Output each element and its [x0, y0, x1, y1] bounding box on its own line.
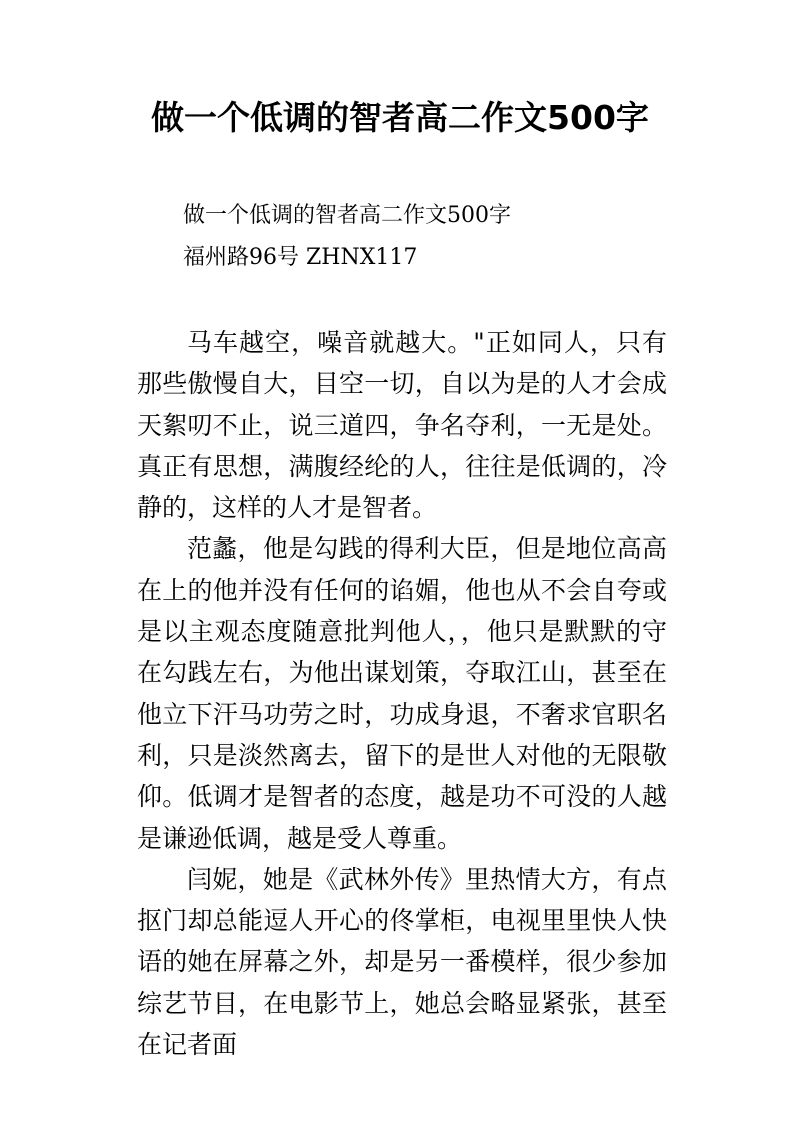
document-subtitle: 做一个低调的智者高二作文500字 [183, 203, 511, 228]
document-source: 福州路96号 ZHNX117 [183, 245, 418, 270]
document-title: 做一个低调的智者高二作文500字 [151, 98, 649, 137]
paragraph: 闫妮，她是《武林外传》里热情大方，有点抠门却总能逗人开心的佟掌柜，电视里里快人快语的她在屏幕之外，却是另一番模样，很少参加综艺节目，在电影节上，她总会略显紧张，甚至在记者面 [137, 864, 667, 1060]
paragraph: 范蠡，他是勾践的得利大臣，但是地位高高在上的他并没有任何的谄媚，他也从不会自夸或是以主观态度随意批判他人，，他只是默默的守在勾践左右，为他出谋划策，夺取江山，甚至在他立下汗马功劳之时，功成身退，不奢求官职名利，只是淡然离去，留下的是世人对他的无限敬仰。低调才是智者的态度，越是功不可没的人越是谦逊低调，越是受人尊重。 [137, 534, 667, 853]
paragraph: 马车越空，噪音就越大。"正如同人，只有那些傲慢自大，目空一切，自以为是的人才会成天絮叨不止，说三道四，争名夺利，一无是处。真正有思想，满腹经纶的人，往往是低调的，冷静的，这样的人才是智者。 [137, 328, 667, 523]
document-body [137, 322, 667, 1065]
